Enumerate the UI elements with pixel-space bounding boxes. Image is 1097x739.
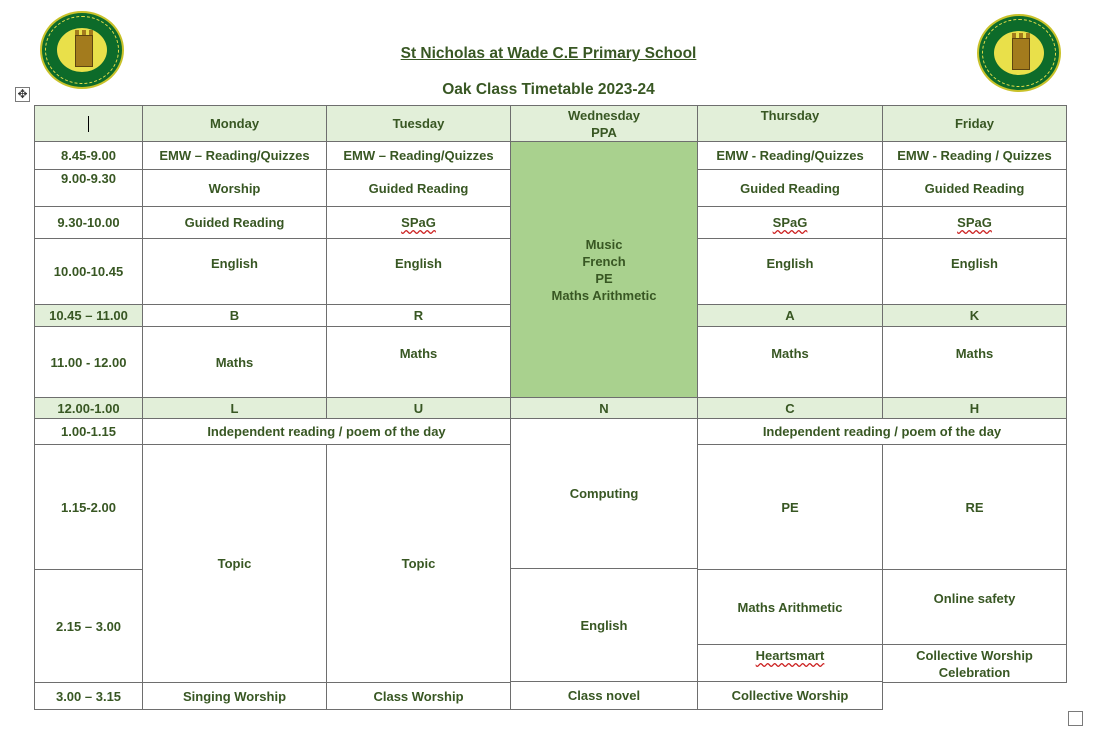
time-cell: 8.45-9.00 <box>35 142 143 170</box>
lesson-cell: Singing Worship <box>143 683 327 710</box>
day-header-monday: Monday <box>143 106 327 142</box>
break-letter-cell: R <box>327 305 511 327</box>
lesson-cell <box>698 207 883 239</box>
spag-label: SPaG <box>401 215 436 230</box>
ppa-subject: Music <box>585 236 623 252</box>
day-header-thursday: Thursday <box>698 106 883 142</box>
lesson-cell: Independent reading / poem of the day <box>143 419 511 445</box>
ppa-subject: PE <box>595 270 613 286</box>
ppa-subject: French <box>582 253 626 269</box>
day-header-wednesday <box>511 106 698 142</box>
break-letter-cell: K <box>883 305 1067 327</box>
time-cell: 10.45 – 11.00 <box>35 305 143 327</box>
spag-label: SPaG <box>772 215 808 230</box>
lesson-cell <box>327 207 511 239</box>
break-letter-cell: B <box>143 305 327 327</box>
wednesday-ppa-block <box>511 142 698 398</box>
time-cell: 2.15 – 3.00 <box>35 570 143 683</box>
time-cell: 10.00-10.45 <box>35 239 143 305</box>
break-letter-cell: A <box>698 305 883 327</box>
lesson-cell: Maths Arithmetic <box>698 570 883 645</box>
lesson-cell: EMW – Reading/Quizzes <box>327 142 511 170</box>
lesson-cell: Maths <box>327 327 511 398</box>
table-move-handle-icon[interactable]: ✥ <box>15 87 30 102</box>
lesson-cell: Topic <box>327 445 511 683</box>
lesson-cell: EMW – Reading/Quizzes <box>143 142 327 170</box>
lesson-cell: Guided Reading <box>883 170 1067 207</box>
time-cell: 12.00-1.00 <box>35 398 143 419</box>
wednesday-label: Wednesday <box>567 108 640 123</box>
text-cursor <box>88 116 89 132</box>
time-cell: 11.00 - 12.00 <box>35 327 143 398</box>
table-resize-handle[interactable] <box>1068 711 1083 726</box>
spag-label: SPaG <box>957 215 992 230</box>
heartsmart-label: Heartsmart <box>755 648 825 663</box>
lesson-cell: Class novel <box>511 682 698 710</box>
lesson-cell: Guided Reading <box>698 170 883 207</box>
lesson-cell: Maths <box>143 327 327 398</box>
lesson-cell: English <box>698 239 883 305</box>
lesson-cell: Computing <box>511 419 698 569</box>
time-cell: 9.00-9.30 <box>35 170 143 207</box>
lesson-cell: Collective Worship <box>698 682 883 710</box>
lesson-cell: Independent reading / poem of the day <box>698 419 1067 445</box>
lunch-letter-cell: C <box>698 398 883 419</box>
lesson-cell: Guided Reading <box>327 170 511 207</box>
lesson-cell <box>883 645 1067 683</box>
lesson-cell: PE <box>698 445 883 570</box>
lunch-letter-cell: H <box>883 398 1067 419</box>
lesson-cell: Guided Reading <box>143 207 327 239</box>
lesson-cell: Maths <box>698 327 883 398</box>
lunch-letter-cell: U <box>327 398 511 419</box>
timetable-title: Oak Class Timetable 2023-24 <box>442 81 655 98</box>
header-corner-cell[interactable] <box>35 106 143 142</box>
lesson-cell: English <box>883 239 1067 305</box>
lesson-cell: English <box>143 239 327 305</box>
time-cell: 1.15-2.00 <box>35 445 143 570</box>
timetable-table <box>34 105 1067 710</box>
lesson-cell: Worship <box>143 170 327 207</box>
lesson-cell: RE <box>883 445 1067 570</box>
school-name-heading: St Nicholas at Wade C.E Primary School <box>400 45 697 62</box>
time-cell: 1.00-1.15 <box>35 419 143 445</box>
lesson-cell: EMW - Reading/Quizzes <box>698 142 883 170</box>
collective-worship-label: Collective Worship <box>916 647 1033 663</box>
celebration-label: Celebration <box>938 664 1011 680</box>
lesson-cell: English <box>327 239 511 305</box>
lesson-cell: English <box>511 569 698 682</box>
day-header-friday: Friday <box>883 106 1067 142</box>
lesson-cell <box>883 207 1067 239</box>
time-cell: 3.00 – 3.15 <box>35 683 143 710</box>
lesson-cell: Online safety <box>883 570 1067 645</box>
lesson-cell: Class Worship <box>327 683 511 710</box>
ppa-subject: Maths Arithmetic <box>551 287 657 303</box>
time-cell: 9.30-10.00 <box>35 207 143 239</box>
lesson-cell: Maths <box>883 327 1067 398</box>
lesson-cell: Topic <box>143 445 327 683</box>
lesson-cell: EMW - Reading / Quizzes <box>883 142 1067 170</box>
lesson-cell <box>698 645 883 682</box>
wednesday-ppa-label: PPA <box>591 125 617 140</box>
lunch-letter-cell: L <box>143 398 327 419</box>
day-header-tuesday: Tuesday <box>327 106 511 142</box>
lunch-letter-cell: N <box>511 398 698 419</box>
